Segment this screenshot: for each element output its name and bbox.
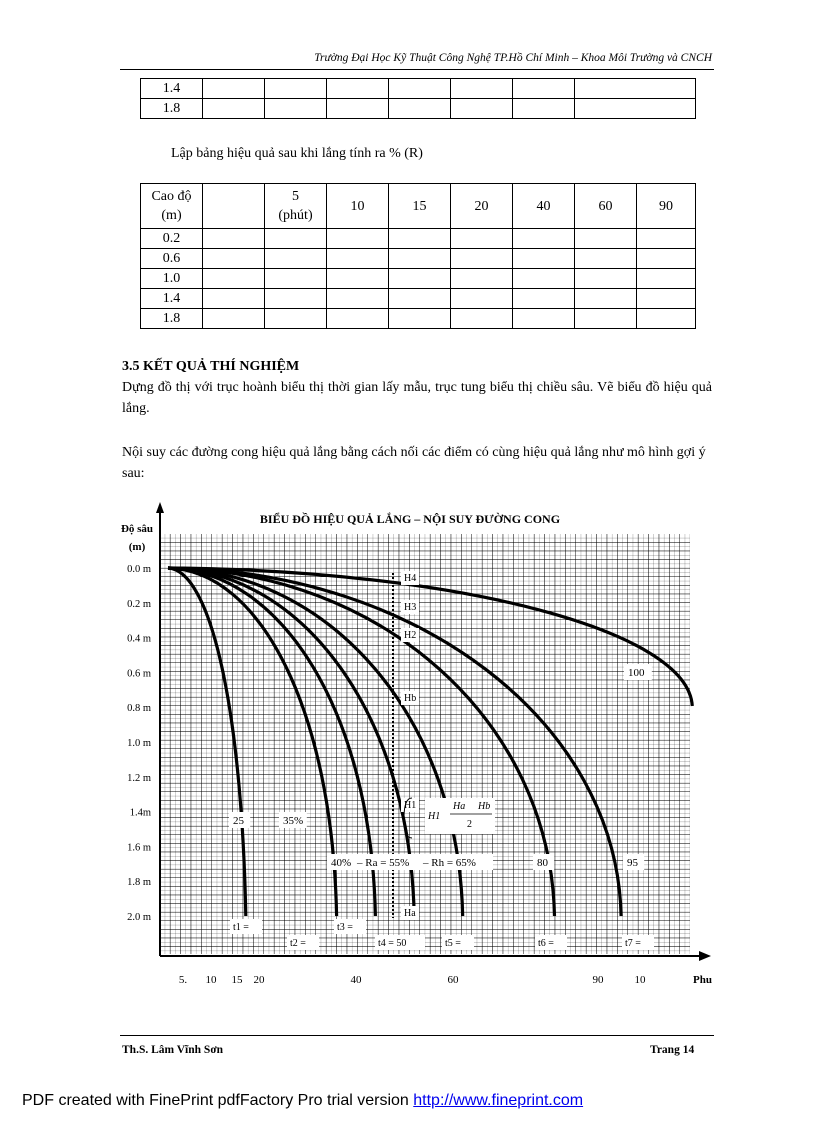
section-title: 3.5 KẾT QUẢ THÍ NGHIỆM [122, 359, 300, 374]
curve-label: 100 [628, 667, 645, 679]
table-cell: 1.8 [141, 99, 203, 119]
table-row [141, 99, 696, 119]
time-label: t4 = 50 [378, 938, 407, 949]
top-table [140, 78, 696, 119]
footer-author: Th.S. Lâm Vĩnh Sơn [122, 1044, 224, 1056]
y-tick-label: 1.0 m [127, 738, 151, 749]
x-tick-label: 40 [350, 974, 362, 986]
h-label: H3 [404, 602, 417, 613]
y-tick-label: 1.2 m [127, 772, 151, 784]
curve-label: 95 [627, 857, 638, 869]
header-cell: 15 [389, 184, 451, 229]
y-tick-label: 0.8 m [127, 703, 151, 715]
table-row: 0.2 [141, 229, 696, 249]
x-tick-label: 10 [205, 974, 217, 986]
header-cell: 10 [327, 184, 389, 229]
time-label: t3 = [337, 922, 353, 933]
time-label: t6 = [538, 938, 554, 949]
header-cell-5: 5 (phút) [265, 184, 327, 229]
curve-label: – Ra = 55% [357, 857, 410, 869]
h-label: Hb [404, 693, 417, 704]
formula-den: 2 [467, 819, 472, 830]
y-tick-label: 1.6 m [127, 842, 151, 854]
x-tick-label: 60 [447, 974, 459, 986]
table-cell: 1.4 [141, 79, 203, 99]
header-cell: 40 [513, 184, 575, 229]
table-row: 1.0 [141, 269, 696, 289]
fineprint-link[interactable]: http://www.fineprint.com [413, 1092, 584, 1109]
x-tick-label: 10 [634, 974, 646, 986]
x-tick-label: 20 [253, 974, 265, 986]
x-axis-arrow [699, 951, 711, 961]
y-ticks [127, 564, 151, 923]
header-cell: 60 [575, 184, 637, 229]
table-row: 1.4 [141, 289, 696, 309]
table-header-row [141, 184, 696, 229]
y-tick-label: 0.0 m [127, 564, 151, 575]
x-tick-label: 90 [592, 974, 604, 986]
header-cell-depth: Cao độ (m) [141, 184, 203, 229]
curve-label: 25 [233, 815, 244, 827]
x-tick-label: 5. [178, 974, 188, 986]
table-row [141, 79, 696, 99]
y-tick-label: 1.4m [129, 807, 151, 819]
h-label: H4 [404, 573, 417, 584]
settling-chart [0, 498, 816, 998]
formula-num-a: Ha [453, 801, 466, 812]
y-axis-unit: (m) [128, 541, 146, 553]
chart-title: BIỂU ĐỒ HIỆU QUẢ LẮNG – NỘI SUY ĐƯỜNG CONG [259, 512, 561, 526]
h-label: H2 [404, 630, 417, 641]
y-axis-label: Độ sâu [120, 523, 154, 535]
footer-rule [120, 1035, 714, 1036]
time-label: t2 = [290, 938, 306, 949]
table-caption: Lập bảng hiệu quả sau khi lắng tính ra % (R) [171, 146, 423, 161]
formula-num-b: Hb [478, 801, 491, 812]
y-axis-arrow [156, 502, 164, 513]
footer-page: Trang 14 [650, 1044, 695, 1056]
time-label: t5 = [445, 938, 461, 949]
table-row: 1.8 [141, 309, 696, 329]
y-tick-label: 0.6 m [127, 668, 151, 680]
efficiency-table [140, 183, 696, 329]
time-label: t7 = [625, 938, 641, 949]
x-ticks [179, 974, 646, 986]
paragraph-1: Dựng đồ thị với trục hoành biểu thị thời gian lấy mẫu, trục tung biểu thị chiều sâu. Vẽ biểu đồ hiệu quả lắng. [122, 380, 712, 416]
curve-label: – Rh = 65% [423, 857, 476, 869]
pdf-notice-text: PDF created with FinePrint pdfFactory Pro trial version [22, 1092, 414, 1109]
formula-h1: H1 [428, 811, 441, 822]
header-rule [120, 69, 714, 70]
y-tick-label: 0.2 m [127, 598, 151, 610]
time-label: t1 = [233, 922, 249, 933]
paragraph-2: Nội suy các đường cong hiệu quả lắng bằng cách nối các điểm có cùng hiệu quả lắng như mô hình gợi ý sau: [122, 445, 706, 481]
header-cell: 20 [451, 184, 513, 229]
pdf-notice [22, 1092, 583, 1110]
x-tick-label: 15 [231, 974, 243, 986]
x-axis-label: Phu [693, 974, 712, 986]
y-tick-label: 0.4 m [127, 633, 151, 645]
curve-label: 40% [331, 857, 352, 869]
y-tick-label: 2.0 m [127, 912, 151, 923]
y-tick-label: 1.8 m [127, 877, 151, 889]
curve-label: 35% [283, 815, 304, 827]
header-cell: 90 [637, 184, 696, 229]
h-label: Ha [404, 908, 416, 919]
curve-label: 80 [537, 857, 548, 869]
page-header: Trường Đại Học Kỹ Thuật Công Nghệ TP.Hồ Chí Minh – Khoa Môi Trường và CNCH [314, 52, 712, 64]
table-row: 0.6 [141, 249, 696, 269]
h-label: H1 [404, 800, 417, 811]
